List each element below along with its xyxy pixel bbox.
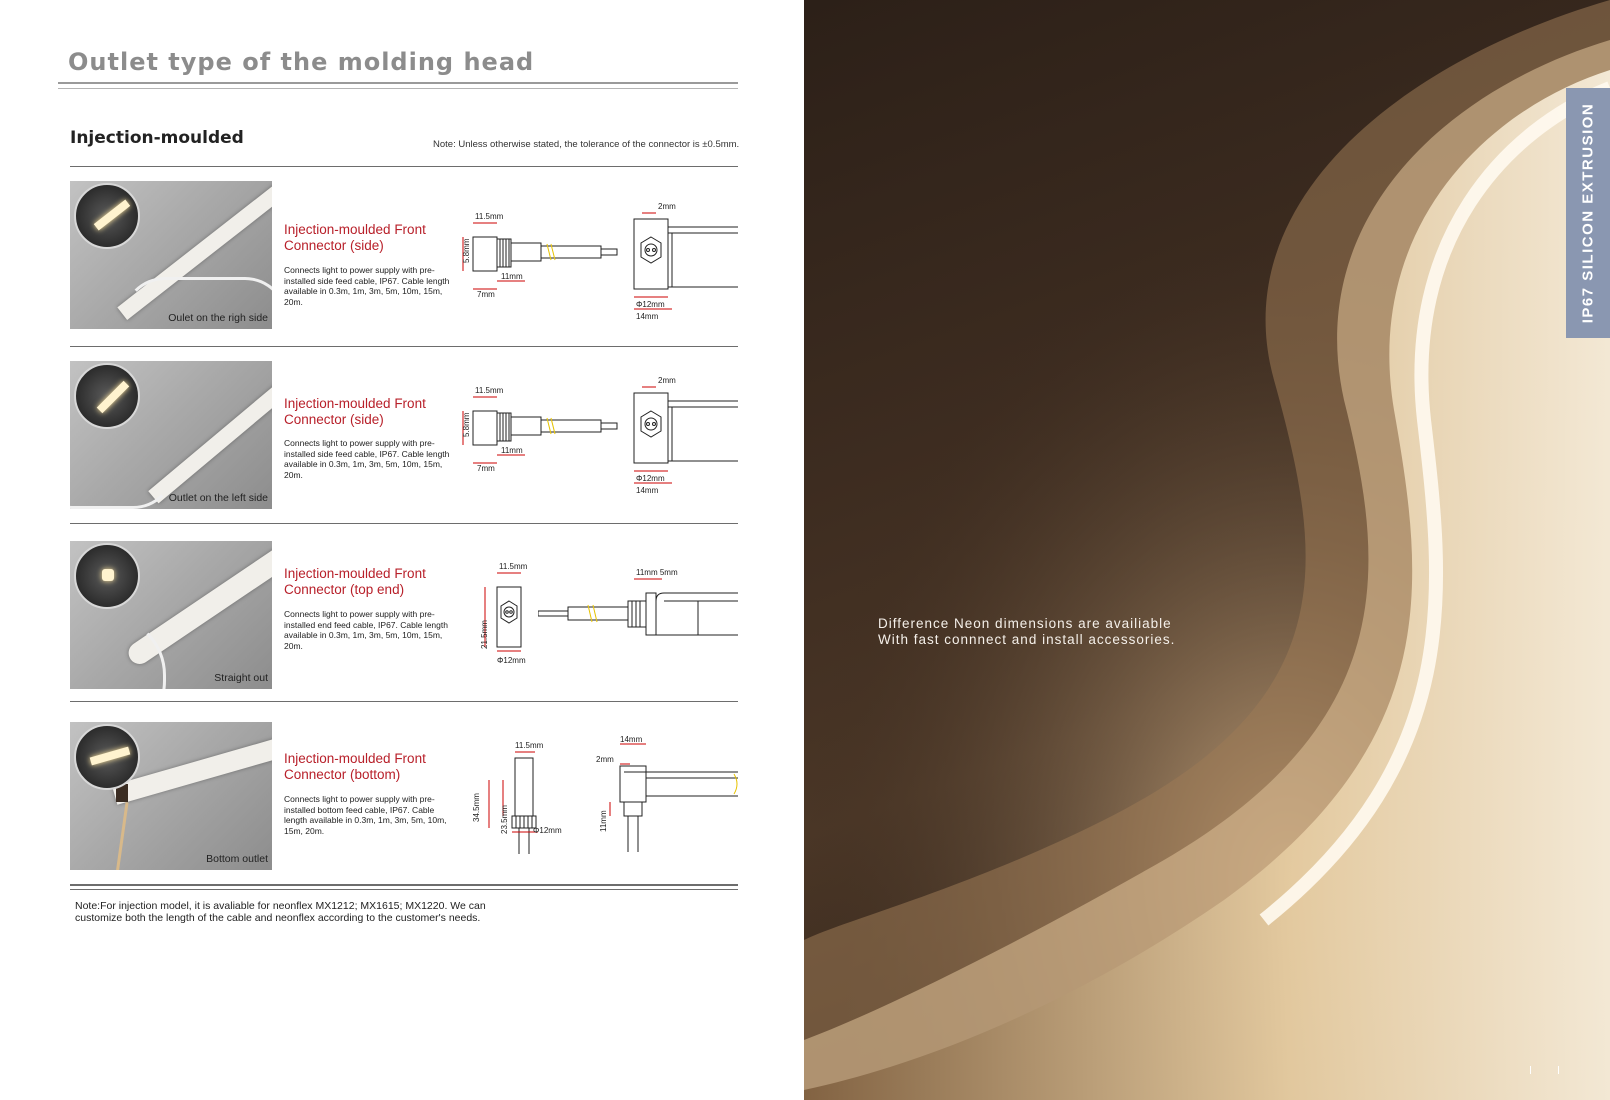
top-view-drawing: [538, 561, 738, 651]
divider: [70, 523, 738, 524]
photo-caption: Oulet on the righ side: [168, 312, 268, 324]
dim-cable: 11mm: [599, 810, 608, 832]
dim-total: 14mm: [636, 486, 659, 493]
cable: [70, 423, 176, 509]
dim-base: 7mm: [477, 464, 495, 473]
product-description: Connects light to power supply with pre-installed end feed cable, IP67. Cable length available in 0.3m, 1m, 3m, 5m, 10m, 15m, 20m.: [284, 609, 448, 651]
dim-base: 7mm: [477, 290, 495, 299]
side-view-drawing: [455, 373, 625, 478]
tagline-line-2: With fast connnect and install accessories.: [878, 632, 1176, 647]
divider-double: [70, 884, 738, 890]
dim-height: 5.8mm: [462, 412, 471, 437]
photo-caption: Straight out: [214, 672, 268, 684]
lit-strip: [97, 381, 130, 414]
lit-strip: [90, 747, 131, 766]
dim-width: 11.5mm: [515, 741, 544, 750]
dim-top: 14mm: [620, 735, 643, 744]
cable: [114, 802, 128, 870]
product-title: Injection-moulded Front Connector (side): [284, 396, 426, 427]
dim-diameter: Φ12mm: [636, 300, 665, 309]
tagline: [878, 616, 1175, 648]
left-page: [0, 0, 804, 1100]
product-description: Connects light to power supply with pre-installed bottom feed cable, IP67. Cable length available in 0.3m, 1m, 3m, 5m, 10m, 15m, 20m.: [284, 794, 447, 836]
dim-inner-height: 23.5mm: [500, 805, 509, 834]
page-marker: [1530, 1066, 1531, 1074]
detail-inset: [74, 724, 140, 790]
product-photo: [70, 361, 272, 509]
dim-cable: 11mm: [501, 272, 523, 281]
product-photo: [70, 181, 272, 329]
page-markers: [1530, 1066, 1560, 1076]
dim-top: 2mm: [658, 376, 676, 385]
detail-inset: [74, 363, 140, 429]
side-tab-label: IP67 SILICON EXTRUSION: [1579, 102, 1597, 324]
divider: [70, 701, 738, 702]
photo-caption: Bottom outlet: [206, 853, 268, 865]
product-photo: [70, 541, 272, 689]
dim-height: 5.8mm: [462, 238, 471, 263]
neon-curve-image: [804, 0, 1610, 1100]
detail-inset: [74, 543, 140, 609]
front-view-drawing: [628, 199, 738, 319]
side-view-drawing: [455, 199, 625, 304]
lit-strip: [94, 200, 130, 231]
page-marker: [1558, 1066, 1559, 1074]
dim-height: 21.5mm: [480, 620, 489, 649]
product-title: Injection-moulded Front Connector (top end): [284, 566, 426, 597]
dim-width: 11.5mm: [499, 562, 528, 571]
tagline-line-1: Difference Neon dimensions are availiable: [878, 616, 1172, 631]
tolerance-note: Note: Unless otherwise stated, the tolerance of the connector is ±0.5mm.: [433, 139, 740, 150]
bottom-side-drawing: [580, 734, 738, 864]
side-tab: [1566, 88, 1610, 338]
product-photo: [70, 722, 272, 870]
dim-diameter: Φ12mm: [497, 656, 526, 665]
dim-diameter: Φ12mm: [636, 474, 665, 483]
end-view-drawing: [455, 557, 535, 667]
dim-width: 11.5mm: [475, 212, 504, 221]
page-title: Outlet type of the molding head: [68, 48, 535, 76]
product-description: Connects light to power supply with pre-installed side feed cable, IP67. Cable length available in 0.3m, 1m, 3m, 5m, 10m, 15m, 20m.: [284, 438, 450, 480]
front-view-drawing: [628, 373, 738, 493]
product-title: Injection-moulded Front Connector (side): [284, 222, 426, 253]
detail-inset: [74, 183, 140, 249]
dim-diameter: Φ12mm: [533, 826, 562, 835]
dim-total: 14mm: [636, 312, 659, 319]
product-description: Connects light to power supply with pre-installed side feed cable, IP67. Cable length available in 0.3m, 1m, 3m, 5m, 10m, 15m, 20m.: [284, 265, 450, 307]
divider: [70, 346, 738, 347]
right-page-photo: [804, 0, 1610, 1100]
section-title: Injection-moulded: [70, 128, 244, 148]
lit-strip: [102, 569, 114, 581]
photo-caption: Outlet on the left side: [168, 492, 268, 504]
bottom-view-drawing: [463, 734, 583, 864]
dim-outer-height: 34.5mm: [472, 793, 481, 822]
dim-cable: 11mm: [501, 446, 523, 455]
dim-top: 2mm: [658, 202, 676, 211]
title-rule: [58, 82, 738, 89]
cable: [70, 615, 166, 689]
dim-offset: 2mm: [596, 755, 614, 764]
product-title: Injection-moulded Front Connector (bottom): [284, 751, 426, 782]
dim-side: 11mm 5mm: [636, 568, 678, 577]
divider: [70, 166, 738, 167]
dim-width: 11.5mm: [475, 386, 504, 395]
bottom-note: Note:For injection model, it is avaliable for neonflex MX1212; MX1615; MX1220. We can customize both the length of the cable and neonflex according to the customer's needs.: [75, 900, 486, 924]
